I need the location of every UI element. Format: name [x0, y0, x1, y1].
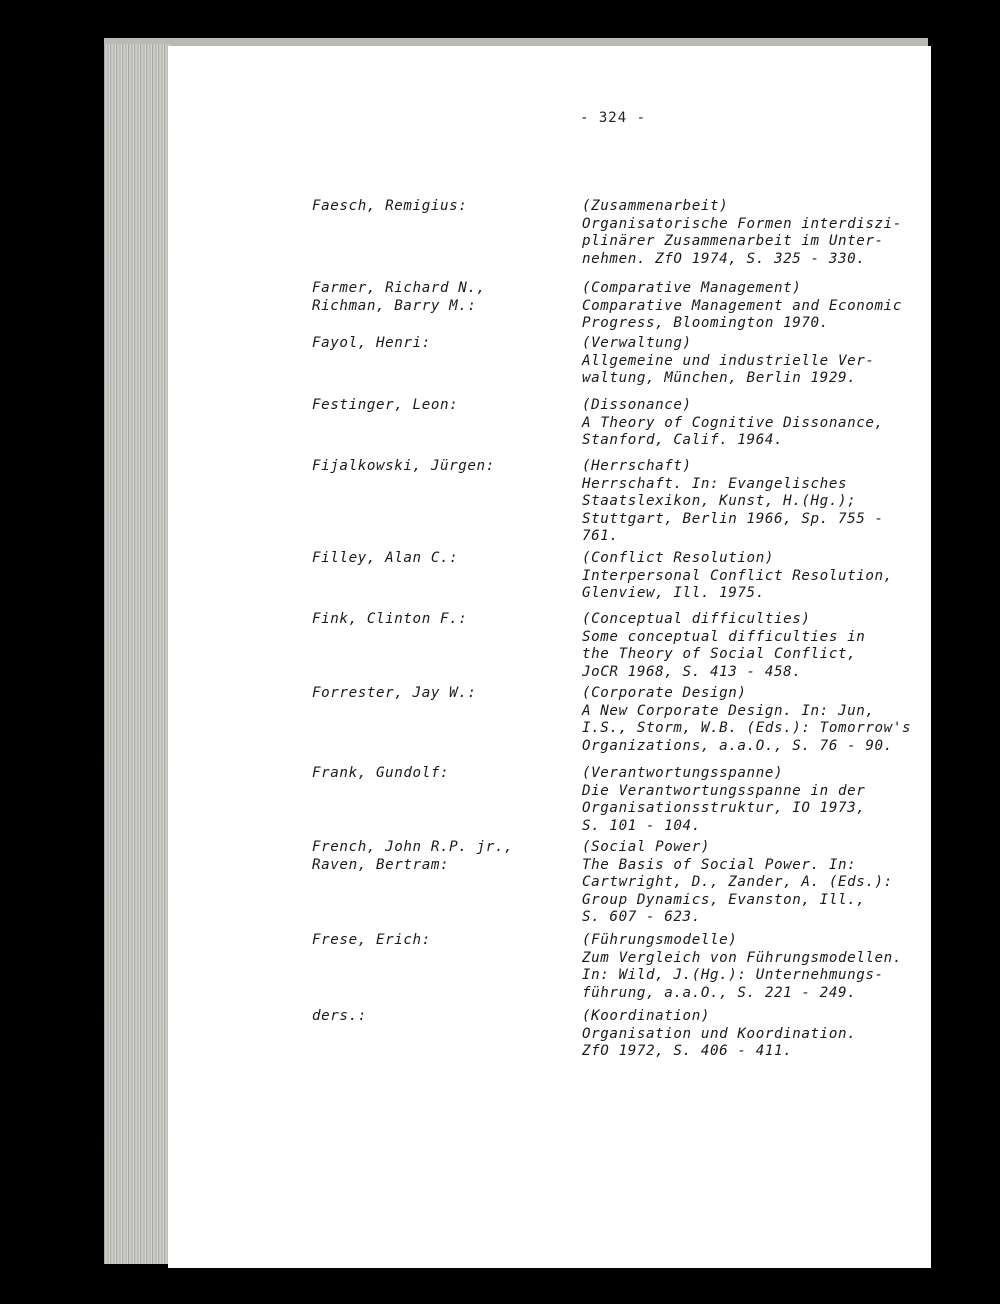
entry-reference: (Dissonance) A Theory of Cognitive Dissonance, Stanford, Calif. 1964. [582, 397, 884, 449]
page [168, 46, 931, 1268]
entry-reference: (Verantwortungsspanne) Die Verantwortungsspanne in der Organisationsstruktur, IO 1973, S. 101 - 104. [582, 765, 866, 834]
entry-reference: (Conflict Resolution) Interpersonal Conflict Resolution, Glenview, Ill. 1975. [582, 550, 893, 602]
page-stack-edge [104, 44, 170, 1264]
entry-author: Fayol, Henri: [312, 335, 431, 351]
entry-author: Forrester, Jay W.: [312, 685, 477, 701]
entry-reference: (Verwaltung) Allgemeine und industrielle Ver- waltung, München, Berlin 1929. [582, 335, 875, 387]
entry-reference: (Koordination) Organisation und Koordination. ZfO 1972, S. 406 - 411. [582, 1008, 857, 1060]
entry-author: Filley, Alan C.: [312, 550, 459, 566]
entry-author: Faesch, Remigius: [312, 198, 468, 214]
entry-author: Fink, Clinton F.: [312, 611, 468, 627]
entry-author: Fijalkowski, Jürgen: [312, 458, 495, 474]
entry-reference: (Corporate Design) A New Corporate Design. In: Jun, I.S., Storm, W.B. (Eds.): Tomorrow's Organizations, a.a.O., S. 76 - 90. [582, 685, 912, 754]
entry-author: Frese, Erich: [312, 932, 431, 948]
entry-author: Frank, Gundolf: [312, 765, 450, 781]
entry-author: Farmer, Richard N., Richman, Barry M.: [312, 280, 486, 314]
entry-reference: (Comparative Management) Comparative Management and Economic Progress, Bloomington 1970. [582, 280, 902, 332]
entry-reference: (Social Power) The Basis of Social Power. In: Cartwright, D., Zander, A. (Eds.): Group Dynamics, Evanston, Ill., S. 607 - 623. [582, 839, 893, 926]
entry-reference: (Conceptual difficulties) Some conceptual difficulties in the Theory of Social Conflict, JoCR 1968, S. 413 - 458. [582, 611, 866, 680]
entry-author: Festinger, Leon: [312, 397, 459, 413]
entry-author: ders.: [312, 1008, 367, 1024]
page-number: - 324 - [580, 110, 647, 126]
entry-reference: (Zusammenarbeit) Organisatorische Formen interdiszi- plinärer Zusammenarbeit im Unter- nehmen. ZfO 1974, S. 325 - 330. [582, 198, 902, 267]
entry-reference: (Führungsmodelle) Zum Vergleich von Führungsmodellen. In: Wild, J.(Hg.): Unternehmungs- führung, a.a.O., S. 221 - 249. [582, 932, 902, 1001]
entry-author: French, John R.P. jr., Raven, Bertram: [312, 839, 514, 873]
entry-reference: (Herrschaft) Herrschaft. In: Evangelisches Staatslexikon, Kunst, H.(Hg.); Stuttgart, Berlin 1966, Sp. 755 - 761. [582, 458, 884, 545]
